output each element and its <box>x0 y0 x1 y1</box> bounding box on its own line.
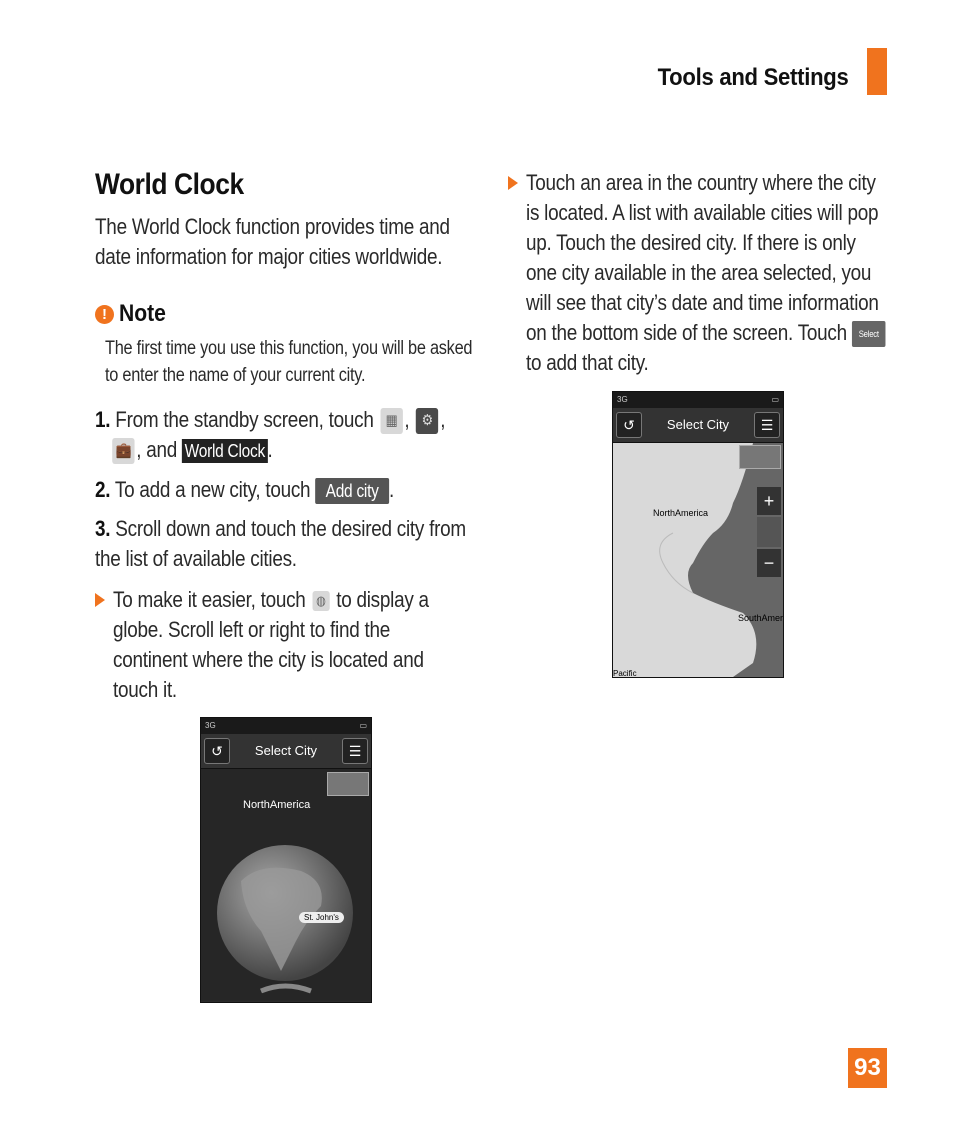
region-label: NorthAmerica <box>243 799 311 811</box>
battery-icon: ▭ <box>771 395 779 404</box>
title-bar <box>201 734 371 769</box>
settings-gear-icon[interactable]: ⚙ <box>416 408 438 434</box>
step-number: 3. <box>95 516 111 541</box>
tip-1 <box>113 585 457 705</box>
note-text: The first time you use this function, you will be asked to enter the name of your current city. <box>105 338 473 386</box>
signal-icon: 3G <box>205 721 216 730</box>
tip-arrow-icon <box>95 593 105 607</box>
tip-text: Touch an area in the country where the city is located. A list with available cities will pop up. Touch the desired city. If there is only one city available in the area selected, you will see that city’s date and time information on the bottom side of the screen. Touch <box>526 170 879 345</box>
tip-arrow-icon <box>508 176 518 190</box>
list-view-button[interactable]: ☰ <box>754 412 780 438</box>
zoom-in-button[interactable]: + <box>757 487 781 515</box>
header-title: Tools and Settings <box>657 64 848 91</box>
select-button[interactable]: Select <box>852 321 886 347</box>
step-2 <box>95 475 482 505</box>
tip-text: to display a globe. Scroll left or right to find the continent where the city is located and touch it. <box>113 587 429 702</box>
step-number: 2. <box>95 477 111 502</box>
add-city-button[interactable]: Add city <box>315 478 389 504</box>
globe-view[interactable] <box>201 769 371 1001</box>
tip-text: to add that city. <box>526 350 649 375</box>
phone-screen-globe <box>200 717 372 1003</box>
zoom-slider[interactable] <box>757 517 781 547</box>
city-label[interactable]: St. John's <box>299 912 344 923</box>
step-number: 1. <box>95 407 111 432</box>
step-text: , and <box>136 437 178 462</box>
step-text: To add a new city, touch <box>114 477 311 502</box>
screen-title: Select City <box>666 417 730 432</box>
map-view-toggle[interactable] <box>327 772 369 796</box>
tip-text: To make it easier, touch <box>113 587 306 612</box>
list-view-button[interactable]: ☰ <box>342 738 368 764</box>
apps-icon[interactable]: ▦ <box>380 408 402 434</box>
back-button[interactable]: ↺ <box>616 412 642 438</box>
page-number: 93 <box>848 1048 887 1088</box>
separator: , <box>404 407 410 432</box>
section-title: World Clock <box>95 168 244 201</box>
status-bar <box>201 718 371 734</box>
step-text: From the standby screen, touch <box>115 407 374 432</box>
region-label: Pacific <box>613 669 637 678</box>
region-label: SouthAmer <box>738 613 784 623</box>
step-text: . <box>388 477 394 502</box>
world-clock-chip[interactable]: World Clock <box>182 439 267 463</box>
zoom-out-button[interactable]: − <box>757 549 781 577</box>
globe-icon[interactable]: ◍ <box>312 591 329 611</box>
title-bar <box>613 408 783 443</box>
note-icon: ! <box>95 305 114 324</box>
step-3 <box>95 514 482 574</box>
step-text: . <box>267 437 273 462</box>
header-accent-bar <box>867 48 887 95</box>
section-intro: The World Clock function provides time and date information for major cities worldwide. <box>95 214 450 269</box>
region-label: NorthAmerica <box>653 508 709 518</box>
back-button[interactable]: ↺ <box>204 738 230 764</box>
signal-icon: 3G <box>617 395 628 404</box>
phone-screen-map <box>612 391 784 678</box>
map-view-toggle[interactable] <box>739 445 781 469</box>
status-bar <box>613 392 783 408</box>
globe-icon[interactable] <box>201 821 369 1001</box>
map-view[interactable] <box>613 443 783 677</box>
note-label: Note <box>119 300 166 327</box>
battery-icon: ▭ <box>359 721 367 730</box>
step-text: Scroll down and touch the desired city from the list of available cities. <box>95 516 466 571</box>
screen-title: Select City <box>254 743 318 758</box>
toolbox-icon[interactable]: 💼 <box>112 438 134 464</box>
step-1 <box>95 405 482 465</box>
separator: , <box>440 407 446 432</box>
tip-2 <box>526 168 887 378</box>
